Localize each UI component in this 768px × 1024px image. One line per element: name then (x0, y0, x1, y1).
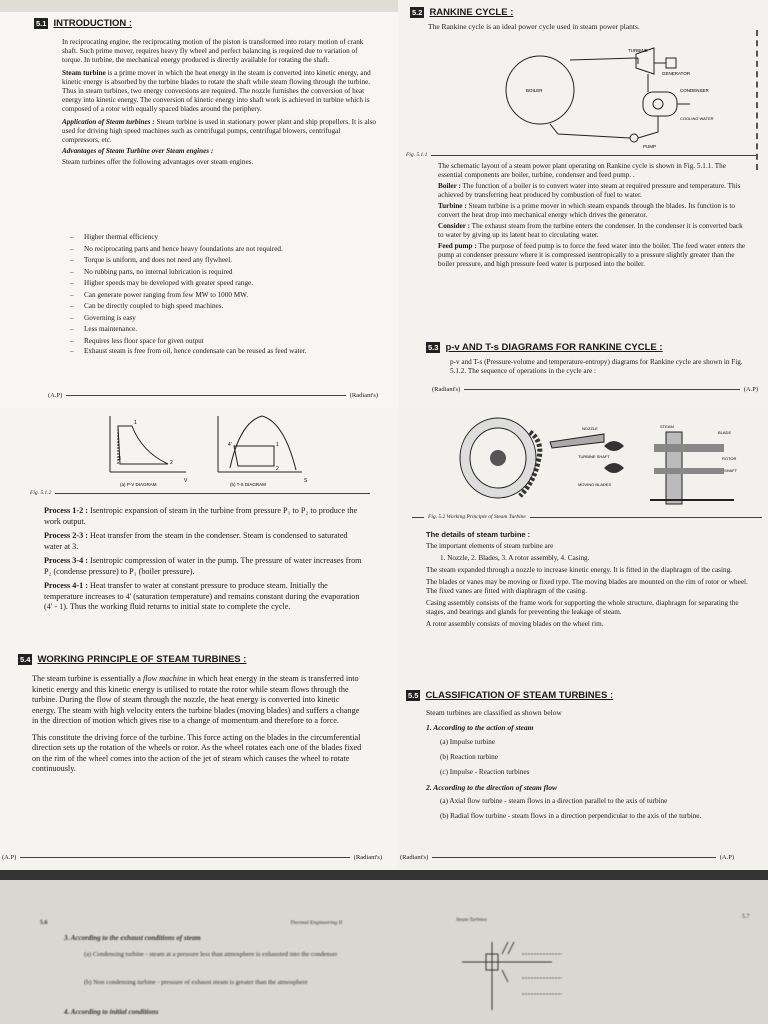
page-footer (432, 386, 758, 393)
rankine-components-text (438, 162, 750, 269)
list-item: (b) Reaction turbine (440, 753, 498, 761)
turbine-stage-diagram (452, 934, 572, 1014)
section-heading-classification (406, 690, 613, 701)
footer-rule (432, 857, 715, 858)
svg-text:4': 4' (228, 442, 232, 448)
page-rankine-cycle (398, 0, 768, 408)
process-2-3 (44, 531, 364, 552)
application-paragraph (62, 118, 378, 145)
label-shaft: SHAFT (724, 468, 738, 473)
turbine-text: Steam turbine is a prime mover in which steam expands through the blades. Its function is to convert the heat drop into mechanical energy which drives the generator. (438, 202, 735, 219)
footer-right: (A.P) (719, 854, 734, 861)
para1-start: The steam turbine is essentially a (32, 674, 143, 683)
list-item: – Higher speeds may be developed with greater speed range. (70, 278, 394, 290)
footer-left: (A.P) (48, 392, 63, 399)
section-title: WORKING PRINCIPLE OF STEAM TURBINES : (37, 654, 247, 665)
term-steam-turbine: Steam turbine (62, 69, 106, 77)
para1-end: in which heat energy in the steam is transferred into kinetic energy and this kinetic energy is utilised to rotate the rotor while steam flows through the turbine. During the flow of steam through the nozzle, the heat energy is converted into kinetic energy. The steam with high velocity enters the turbine blades (moving blades) and suffers a change in the direction of motion which gives rise to a change of momentum and therefore to a force. (32, 674, 360, 725)
label-cooling-water: COOLING WATER (680, 116, 714, 121)
process-1-2 (44, 506, 364, 527)
page-separator (0, 870, 768, 880)
term-process-1-2: Process 1-2 : (44, 506, 88, 515)
page-footer (48, 392, 378, 399)
page-classification (398, 408, 768, 870)
label-condenser: CONDENSER (680, 88, 709, 93)
list-item: – Governing is easy (70, 313, 394, 325)
steam-turbine-paragraph (62, 69, 378, 114)
list-item: (b) Radial flow turbine - steam flows in a direction perpendicular to the axis of the turbine. (440, 812, 702, 820)
class-heading-exhaust: 3. According to the exhaust conditions of steam (64, 934, 201, 942)
svg-text:3: 3 (118, 456, 121, 462)
pv-axis-label: V (184, 478, 188, 484)
fig-caption: Fig. 5.1.2 (30, 490, 52, 496)
list-item: – Torque is uniform, and does not need any flywheel. (70, 255, 394, 267)
footer-left: (A.P) (2, 854, 17, 861)
label-pump: PUMP (643, 144, 657, 149)
para1-emphasis: flow machine (142, 674, 187, 683)
svg-text:1: 1 (134, 420, 137, 426)
list-item: (c) Impulse - Reaction turbines (440, 768, 530, 776)
fig-caption-rule (406, 152, 756, 158)
term-process-2-3: Process 2-3 : (44, 531, 88, 540)
footer-rule (20, 857, 349, 858)
label-blade: BLADE (718, 430, 732, 435)
footer-left: (Radiant's) (432, 386, 461, 393)
working-paragraph-1 (32, 674, 362, 727)
intro-body (62, 38, 378, 167)
section-number: 5.5 (408, 691, 419, 700)
svg-text:2: 2 (276, 466, 279, 472)
turbine-working-diagram (454, 412, 754, 512)
term-process-3-4: Process 3-4 : (44, 556, 88, 565)
process-4-1-text: Heat transfer to water at constant pressure to produce steam. Initially the temperature increases to 4' (saturation temperature) and remains constant during the evaporation (4' - 1). Thus the working fluid returns to initial state to complete the cycle. (44, 581, 360, 611)
list-item: – No rubbing parts, no internal lubrication is required (70, 267, 394, 279)
boiler-paragraph (438, 182, 750, 200)
footer-rule (464, 389, 739, 390)
boiler-text: The function of a boiler is to convert water into steam at required pressure and temperature. This achieved by transferring heat produced by combustion of fuel to water. (438, 182, 741, 199)
page-number: 5.7 (742, 914, 750, 920)
rotor-paragraph: A rotor assembly consists of moving blades on the wheel rim. (426, 620, 604, 628)
label-moving-blades: MOVING BLADES (578, 482, 612, 487)
working-principle-body (32, 674, 362, 775)
rankine-intro: The Rankine cycle is an ideal power cycle used in steam power plants. (428, 22, 640, 31)
section-number: 5.2 (412, 8, 423, 17)
section-number: 5.4 (20, 655, 31, 664)
advantages-intro: Steam turbines offer the following advantages over steam engines. (62, 158, 254, 166)
steam-turbine-text: is a prime mover in which the heat energy in the steam is converted into kinetic energy, and kinetic energy is absorbed by the turbine blades to rotate the shaft while steam flowing through the turbine. Thus in steam turbines, two energy conversions are required. The nozzle furnishes the conversion of heat energy into kinetic energy. The conversion of kinetic energy into shaft work is achieved in turbine which is composed of a rotor with equally spaced blades around the periphery. (62, 69, 371, 113)
application-text: Steam turbine is used in stationary power plant and ship propellers. It is also used for driving high speed machines such as centrifugal pumps, centrifugal blowers, centrifugal compressors, etc. (62, 118, 377, 144)
list-item: – Can be directly coupled to high speed machines. (70, 301, 394, 313)
section-heading-pv-ts (426, 342, 663, 353)
classification-body (426, 708, 760, 821)
label-generator: GENERATOR (662, 71, 691, 76)
fig-caption: Fig. 5.2 Working Principle of Steam Turbine (428, 514, 526, 520)
feedpump-paragraph (438, 242, 750, 269)
details-intro: The important elements of steam turbine are (426, 542, 554, 550)
list-item: – Can generate power ranging from few MW to 1000 MW. (70, 290, 394, 302)
term-feed-pump: Feed pump : (438, 242, 477, 250)
label-nozzle: NOZZLE (582, 426, 598, 431)
running-header: Steam Turbines (456, 918, 487, 923)
term-application: Application of Steam turbines : (62, 118, 155, 126)
blades-paragraph: The blades or vanes may be moving or fixed type. The moving blades are mounted on the rim of rotor or wheel. The fixed vanes are fitted with diaphragm of the casing. (426, 578, 748, 595)
pv-diagram-label: (a) P-V DIAGRAM (120, 482, 157, 487)
page-introduction (0, 0, 398, 408)
list-item: – Exhaust steam is free from oil, hence condensate can be reused as feed water. (70, 347, 394, 356)
footer-rule (66, 395, 345, 396)
svg-text:1: 1 (276, 442, 279, 448)
bottom-right-page (406, 880, 768, 1024)
class-heading-initial: 4. According to initial conditions (64, 1008, 159, 1016)
section-heading-rankine (410, 7, 513, 18)
nozzle-paragraph: The steam expanded through a nozzle to increase kinetic energy. It is fitted in the diaphragm of the casing. (426, 566, 732, 574)
page-footer (400, 854, 734, 861)
list-item: (a) Condensing turbine - steam at a pressure less than atmosphere is exhausted into the condenser (84, 951, 338, 958)
page-edge-marks (756, 30, 768, 170)
page-footer (2, 854, 382, 861)
section-title: INTRODUCTION : (53, 18, 133, 29)
process-1-2-text: Isentropic expansion of steam in the turbine from pressure P₁ to P₂ to produce the work output. (44, 506, 358, 526)
page-number: 5.6 (40, 920, 48, 926)
footer-left: (Radiant's) (400, 854, 429, 861)
pv-ts-intro: p-v and T-s (Pressure-volume and temperature-entropy) diagrams for Rankine cycle are shown in Fig. 5.1.2. The sequence of operations in the cycle are : (450, 358, 743, 375)
ts-diagram-label: (b) T-S DIAGRAM (230, 482, 266, 487)
advantages-list (60, 232, 394, 356)
section-heading-working-principle (18, 654, 246, 665)
section-number: 5.1 (36, 19, 47, 28)
working-paragraph-2: This constitute the driving force of the turbine. This force acting on the blades in the circumferential direction sets up the rotation of the wheels or rotor. As the wheel rotates each one of the blades fixed on the rim of the wheel comes into the action of the jet of steam which causes the wheel to rotate continuously. (32, 732, 362, 773)
label-turbine-shaft: TURBINE SHAFT (578, 454, 610, 459)
list-item: – Higher thermal efficiency (70, 232, 394, 244)
svg-text:2: 2 (170, 460, 173, 466)
page-bottom-spread (0, 880, 768, 1024)
list-item: – Requires less floor space for given output (70, 336, 394, 348)
footer-right: (Radiant's) (353, 854, 382, 861)
class-heading-direction: 2. According to the direction of steam flow (426, 783, 557, 792)
section-heading-introduction (34, 18, 132, 29)
footer-right: (Radiant's) (349, 392, 378, 399)
bottom-left-page (0, 880, 390, 1024)
classification-intro: Steam turbines are classified as shown below (426, 708, 562, 717)
elements-list: 1. Nozzle, 2. Blades, 3. A rotor assembly, 4. Casing. (440, 554, 590, 562)
torn-header-strip (0, 0, 398, 12)
term-consider: Consider : (438, 222, 471, 230)
page-working-principle (0, 408, 398, 870)
process-2-3-text: Heat transfer from the steam in the condenser. Steam is condensed to saturated water at 3. (44, 531, 348, 551)
footer-right: (A.P) (743, 386, 758, 393)
pv-ts-diagrams (90, 412, 330, 488)
list-item: (a) Impulse turbine (440, 738, 496, 746)
intro-paragraph: In reciprocating engine, the reciprocating motion of the piston is transformed into rotary motion of crank shaft. Such prime mover, requires heavy fly wheel and perfect balancing is required due to variation of torque. In turbine, the mechanical energy produced is directly available for rotating the shaft. (62, 38, 364, 64)
ts-axis-label: S (304, 478, 308, 484)
section-title: p-v AND T-s DIAGRAMS FOR RANKINE CYCLE : (445, 342, 663, 353)
fig-caption-rule (30, 490, 370, 496)
feedpump-text: The purpose of feed pump is to force the feed water into the boiler. The feed water enters the pump at condenser pressure where it is compressed isentropically to a pressure slightly greater than the boiler pressure, and high pressure feed water is purposed into the boiler. (438, 242, 746, 268)
advantages-heading: Advantages of Steam Turbine over Steam engines : (62, 147, 214, 155)
fig-caption: Fig. 5.1.1 (406, 152, 428, 158)
section-title: CLASSIFICATION OF STEAM TURBINES : (425, 690, 614, 701)
rankine-schematic-diagram (458, 40, 718, 152)
process-4-1 (44, 581, 364, 613)
section-title: RANKINE CYCLE : (429, 7, 514, 18)
fig-caption-rule (412, 514, 762, 520)
casing-paragraph: Casing assembly consists of the frame work for supporting the whole structure, diaphragm for separating the stages, and bearings and glands for preventing the leakage of steam. (426, 599, 739, 616)
class-heading-action: 1. According to the action of steam (426, 723, 534, 732)
label-rotor: ROTOR (722, 456, 737, 461)
condenser-paragraph (438, 222, 750, 240)
list-item: (a) Axial flow turbine - steam flows in a direction parallel to the axis of turbine (440, 797, 668, 805)
process-3-4 (44, 556, 364, 577)
details-heading: The details of steam turbine : (426, 530, 531, 539)
schematic-paragraph: The schematic layout of a steam power plant operating on Rankine cycle is shown in Fig. 5.1.1. The essential components are boiler, turbine, condenser and feed pump. . (438, 162, 726, 179)
turbine-paragraph (438, 202, 750, 220)
section-number: 5.3 (428, 343, 439, 352)
label-turbine: TURBINE (628, 48, 648, 53)
process-descriptions (44, 506, 364, 613)
list-item: – No reciprocating parts and hence heavy foundations are not required. (70, 244, 394, 256)
consider-text: The exhaust steam from the turbine enters the condenser. In the condenser it is converted back to water by giving up its latent heat to circulating water. (438, 222, 743, 239)
term-turbine: Turbine : (438, 202, 467, 210)
label-boiler: BOILER (526, 88, 543, 93)
term-process-4-1: Process 4-1 : (44, 581, 88, 590)
process-3-4-text: Isentropic compression of water in the pump. The pressure of water increases from P₂ (condense pressure) to P₁ (boiler pressure). (44, 556, 362, 576)
label-steam: STEAM (660, 424, 674, 429)
details-body (426, 530, 758, 629)
running-header: Thermal Engineering II (290, 920, 343, 926)
term-boiler: Boiler : (438, 182, 461, 190)
list-item: (b) Non condensing turbine - pressure of exhaust steam is greater than the atmosphere (84, 979, 308, 986)
list-item: – Less maintenance. (70, 324, 394, 336)
